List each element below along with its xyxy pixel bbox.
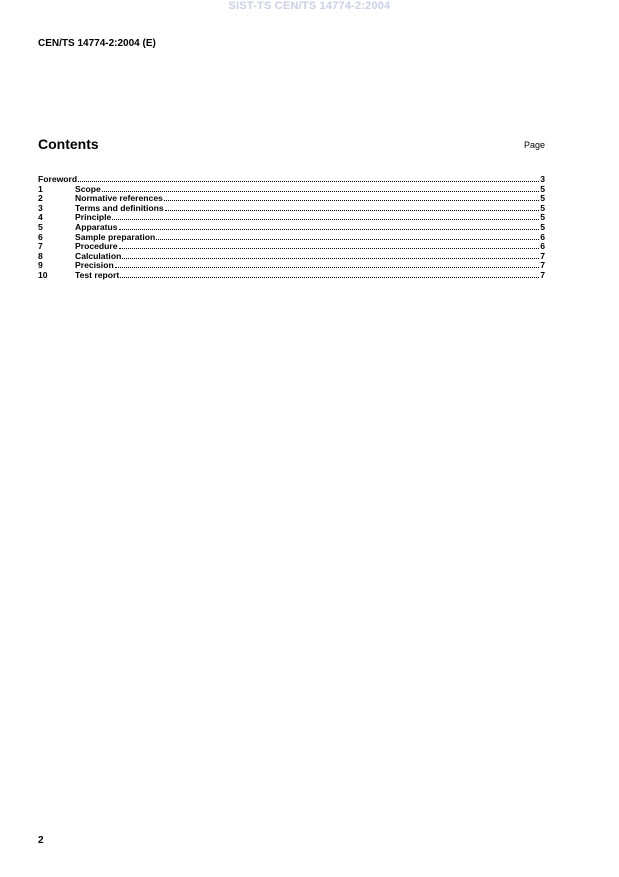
toc-entry-title: Principle (75, 213, 112, 223)
toc-entry-page: 7 (540, 261, 545, 271)
toc-entry-page: 5 (540, 203, 545, 213)
toc-entry-number: 6 (38, 232, 43, 242)
toc-entry-title: Sample preparation (75, 232, 156, 242)
toc-entry-foreword[interactable] (38, 175, 545, 185)
toc-entry-normative-references[interactable] (38, 194, 545, 204)
toc-entry-title: Apparatus (75, 222, 118, 232)
toc-entry-procedure[interactable] (38, 242, 545, 252)
toc-entry-number: 10 (38, 270, 48, 280)
toc-entry-page: 6 (540, 242, 545, 252)
toc-entry-title: Precision (75, 261, 114, 271)
toc-entry-precision[interactable] (38, 261, 545, 271)
toc-entry-scope[interactable] (38, 185, 545, 195)
dot-leader (78, 181, 539, 182)
toc-entry-calculation[interactable] (38, 252, 545, 262)
dot-leader (120, 277, 539, 278)
toc-entry-number: 4 (38, 213, 43, 223)
toc-entry-page: 6 (540, 232, 545, 242)
toc-entry-page: 5 (540, 213, 545, 223)
toc-entry-page: 7 (540, 251, 545, 261)
toc-entry-title: Calculation (75, 251, 122, 261)
toc-entry-title: Scope (75, 184, 101, 194)
toc-entry-title: Normative references (75, 194, 163, 204)
toc-entry-number: 9 (38, 261, 43, 271)
toc-entry-number: 3 (38, 203, 43, 213)
dot-leader (115, 267, 540, 268)
table-of-contents (38, 175, 545, 281)
dot-leader (119, 248, 540, 249)
dot-leader (112, 219, 539, 220)
dot-leader (156, 239, 539, 240)
toc-entry-principle[interactable] (38, 213, 545, 223)
page-column-label: Page (523, 140, 545, 150)
dot-leader (119, 229, 540, 230)
toc-entry-page: 3 (540, 175, 545, 184)
toc-entry-number: 7 (38, 242, 43, 252)
toc-entry-sample-preparation[interactable] (38, 233, 545, 243)
toc-entry-terms-and-definitions[interactable] (38, 204, 545, 214)
contents-heading: Contents (38, 136, 99, 152)
toc-entry-test-report[interactable] (38, 271, 545, 281)
toc-entry-title: Foreword (38, 175, 78, 184)
toc-entry-number: 8 (38, 251, 43, 261)
dot-leader (122, 258, 539, 259)
toc-entry-title: Procedure (75, 242, 118, 252)
dot-leader (164, 200, 539, 201)
toc-entry-title: Terms and definitions (75, 203, 164, 213)
toc-entry-page: 5 (540, 222, 545, 232)
toc-entry-title: Test report (75, 270, 120, 280)
toc-entry-page: 5 (540, 184, 545, 194)
toc-entry-number: 2 (38, 194, 43, 204)
toc-entry-number: 1 (38, 184, 43, 194)
toc-entry-apparatus[interactable] (38, 223, 545, 233)
dot-leader (102, 191, 539, 192)
toc-entry-number: 5 (38, 222, 43, 232)
toc-entry-page: 5 (540, 194, 545, 204)
watermark-text: SIST-TS CEN/TS 14774-2:2004 (228, 0, 391, 12)
dot-leader (165, 210, 540, 211)
toc-entry-page: 7 (540, 270, 545, 280)
page-number: 2 (38, 835, 44, 846)
document-identifier: CEN/TS 14774-2:2004 (E) (38, 38, 156, 49)
